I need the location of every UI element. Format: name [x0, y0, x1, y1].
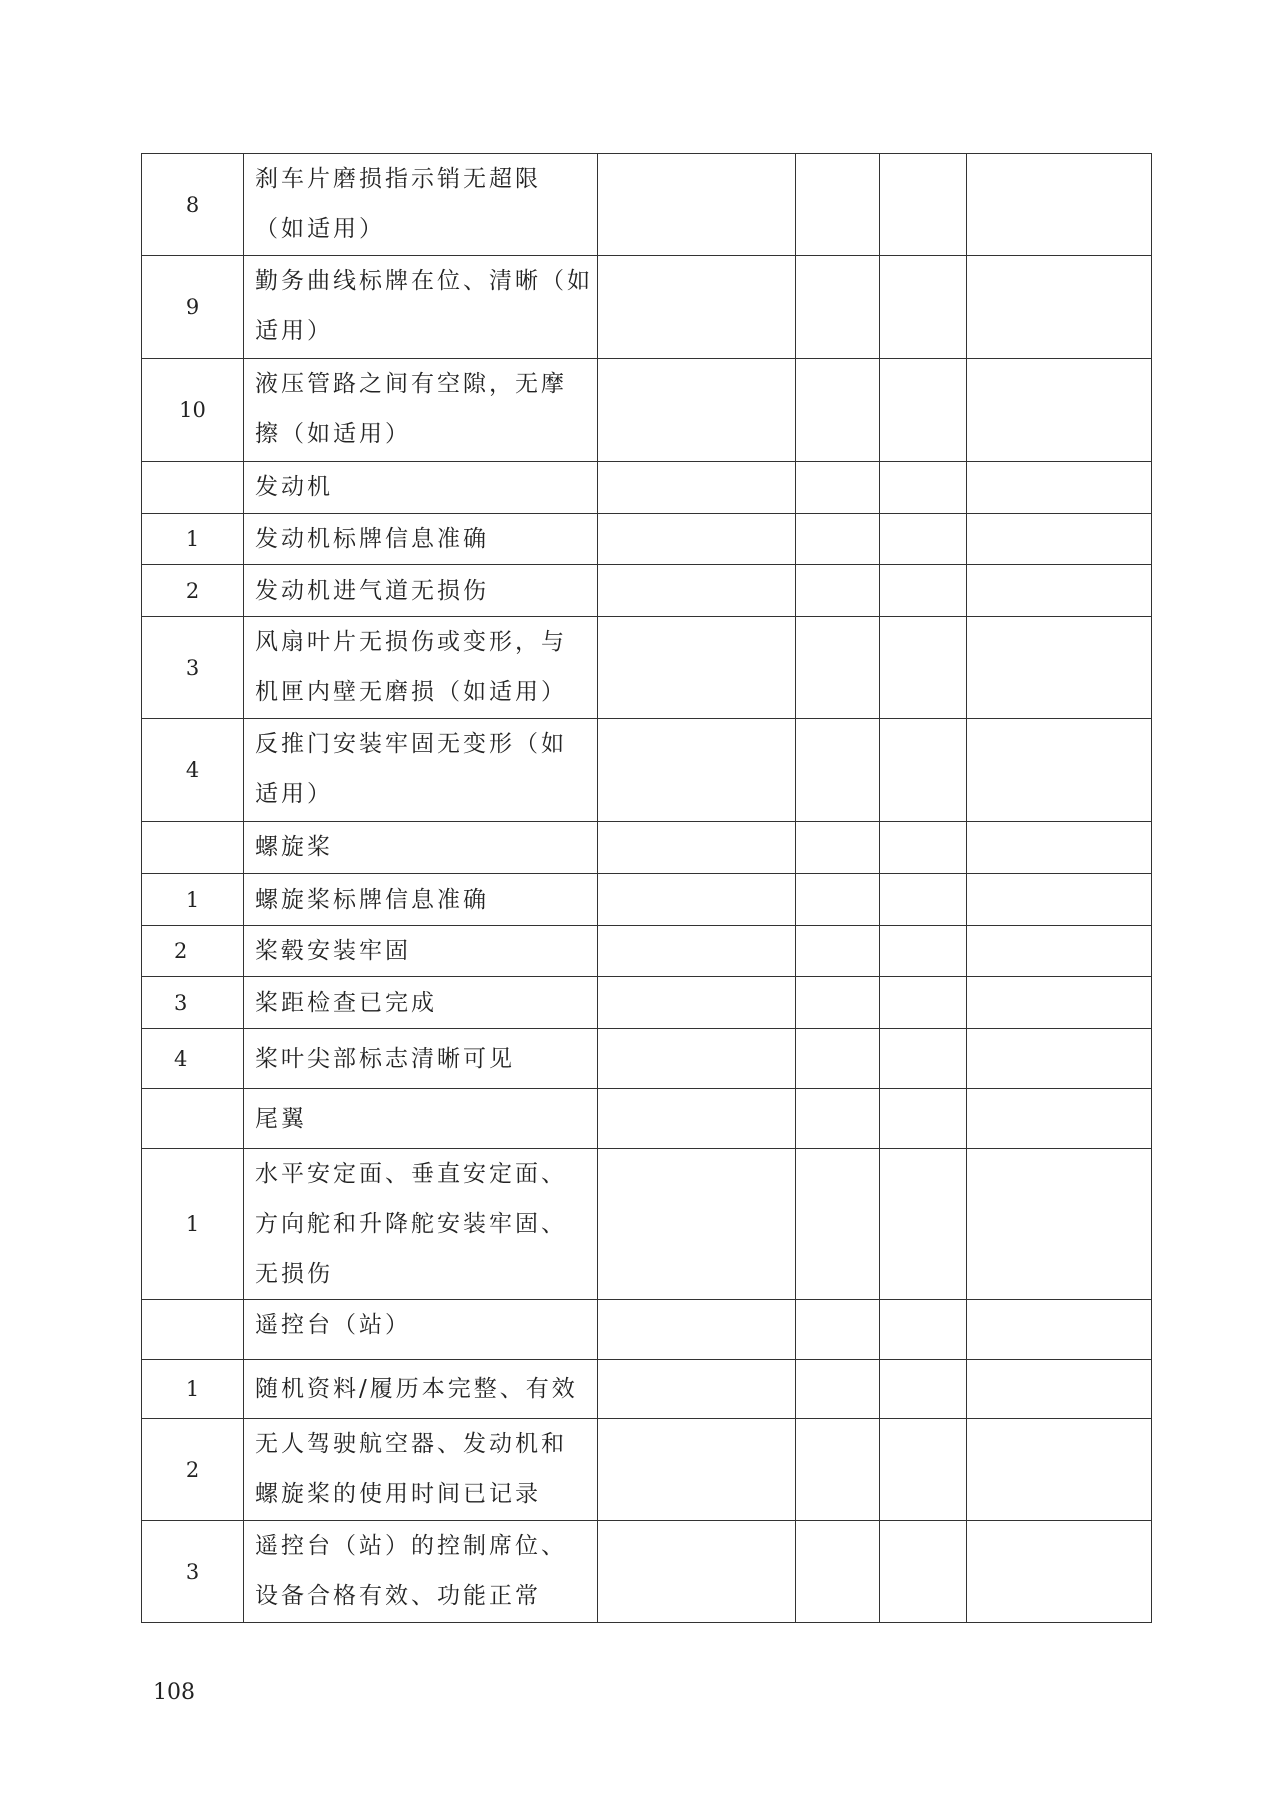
item-line: 随机资料/履历本完整、有效 [255, 1376, 578, 1402]
result-cell[interactable] [796, 1360, 880, 1419]
item-description [244, 926, 598, 977]
result-cell[interactable] [796, 1029, 880, 1089]
item-line: 发动机标牌信息准确 [255, 526, 489, 552]
item-number: 3 [142, 977, 244, 1029]
section-title [244, 1300, 598, 1360]
item-line: 风扇叶片无损伤或变形，与 [255, 629, 567, 655]
result-cell[interactable] [796, 154, 880, 256]
item-line: 无损伤 [255, 1261, 333, 1287]
item-number: 1 [142, 1360, 244, 1419]
result-cell[interactable] [880, 926, 967, 977]
section-title [244, 1089, 598, 1149]
result-cell[interactable] [598, 1521, 796, 1623]
item-line: 发动机进气道无损伤 [255, 577, 489, 604]
item-line: 遥控台（站）的控制席位、 [255, 1533, 567, 1559]
result-cell[interactable] [967, 1300, 1152, 1360]
item-number [142, 1089, 244, 1149]
item-description [244, 256, 598, 359]
section-title [244, 822, 598, 874]
result-cell[interactable] [796, 822, 880, 874]
result-cell[interactable] [796, 874, 880, 926]
item-number: 9 [142, 256, 244, 359]
result-cell[interactable] [880, 977, 967, 1029]
result-cell[interactable] [967, 719, 1152, 822]
result-cell[interactable] [796, 719, 880, 822]
result-cell[interactable] [598, 565, 796, 617]
result-cell[interactable] [598, 977, 796, 1029]
item-number: 2 [142, 926, 244, 977]
item-number: 1 [142, 1149, 244, 1300]
result-cell[interactable] [967, 977, 1152, 1029]
item-number: 1 [142, 874, 244, 926]
result-cell[interactable] [598, 256, 796, 359]
item-line: 擦（如适用） [255, 421, 411, 447]
table-row [142, 874, 1152, 926]
result-cell[interactable] [880, 359, 967, 462]
item-line: 尾翼 [255, 1105, 307, 1132]
item-number [142, 822, 244, 874]
item-line: 刹车片磨损指示销无超限 [255, 166, 541, 192]
item-description [244, 617, 598, 719]
item-description [244, 874, 598, 926]
result-cell[interactable] [598, 462, 796, 514]
item-line: 螺旋桨 [255, 834, 333, 860]
result-cell[interactable] [598, 719, 796, 822]
result-cell[interactable] [598, 1419, 796, 1521]
section-row [142, 1300, 1152, 1360]
table-row [142, 1029, 1152, 1089]
item-description [244, 1029, 598, 1089]
page-number: 108 [153, 1680, 195, 1705]
result-cell[interactable] [880, 514, 967, 565]
item-line: 适用） [255, 781, 333, 807]
table-row [142, 977, 1152, 1029]
result-cell[interactable] [967, 1521, 1152, 1623]
result-cell[interactable] [967, 1419, 1152, 1521]
item-number: 4 [142, 719, 244, 822]
table-row [142, 154, 1152, 256]
item-number: 2 [142, 565, 244, 617]
result-cell[interactable] [598, 359, 796, 462]
result-cell[interactable] [880, 462, 967, 514]
item-description [244, 514, 598, 565]
item-line: 水平安定面、垂直安定面、 [255, 1161, 567, 1187]
item-number: 10 [142, 359, 244, 462]
item-description [244, 1521, 598, 1623]
item-number: 3 [142, 1521, 244, 1623]
result-cell[interactable] [880, 256, 967, 359]
result-cell[interactable] [796, 926, 880, 977]
result-cell[interactable] [967, 617, 1152, 719]
item-number [142, 462, 244, 514]
result-cell[interactable] [967, 154, 1152, 256]
item-number: 2 [142, 1419, 244, 1521]
result-cell[interactable] [880, 1149, 967, 1300]
result-cell[interactable] [598, 1149, 796, 1300]
table-row [142, 926, 1152, 977]
item-line: 桨毂安装牢固 [255, 938, 411, 964]
result-cell[interactable] [967, 462, 1152, 514]
item-line: 遥控台（站） [255, 1312, 411, 1338]
item-line: 液压管路之间有空隙，无摩 [255, 371, 567, 397]
item-line: 无人驾驶航空器、发动机和 [255, 1431, 567, 1457]
result-cell[interactable] [598, 874, 796, 926]
result-cell[interactable] [880, 1089, 967, 1149]
section-row [142, 1089, 1152, 1149]
result-cell[interactable] [796, 359, 880, 462]
result-cell[interactable] [880, 565, 967, 617]
item-line: 桨叶尖部标志清晰可见 [255, 1045, 515, 1072]
result-cell[interactable] [796, 462, 880, 514]
result-cell[interactable] [796, 514, 880, 565]
result-cell[interactable] [880, 1521, 967, 1623]
table-row [142, 359, 1152, 462]
result-cell[interactable] [796, 617, 880, 719]
item-description [244, 1419, 598, 1521]
result-cell[interactable] [598, 154, 796, 256]
item-description [244, 977, 598, 1029]
table-row [142, 719, 1152, 822]
table-row [142, 1360, 1152, 1419]
section-row [142, 462, 1152, 514]
result-cell[interactable] [796, 1149, 880, 1300]
item-line: 勤务曲线标牌在位、清晰（如 [255, 268, 593, 294]
result-cell[interactable] [880, 874, 967, 926]
item-line: 螺旋桨标牌信息准确 [255, 886, 489, 913]
item-number: 3 [142, 617, 244, 719]
item-description [244, 1360, 598, 1419]
result-cell[interactable] [967, 514, 1152, 565]
result-cell[interactable] [880, 154, 967, 256]
result-cell[interactable] [796, 1089, 880, 1149]
table-row [142, 565, 1152, 617]
section-title [244, 462, 598, 514]
result-cell[interactable] [796, 977, 880, 1029]
result-cell[interactable] [598, 1029, 796, 1089]
result-cell[interactable] [598, 1360, 796, 1419]
result-cell[interactable] [796, 1419, 880, 1521]
item-line: 方向舵和升降舵安装牢固、 [255, 1211, 567, 1237]
result-cell[interactable] [967, 1029, 1152, 1089]
table-row [142, 1521, 1152, 1623]
result-cell[interactable] [880, 1029, 967, 1089]
inspection-checklist-table [141, 153, 1152, 1623]
result-cell[interactable] [967, 359, 1152, 462]
result-cell[interactable] [880, 1419, 967, 1521]
item-line: 适用） [255, 318, 333, 344]
item-description [244, 1149, 598, 1300]
result-cell[interactable] [967, 565, 1152, 617]
result-cell[interactable] [880, 719, 967, 822]
result-cell[interactable] [880, 1360, 967, 1419]
item-description [244, 565, 598, 617]
result-cell[interactable] [967, 926, 1152, 977]
item-number: 8 [142, 154, 244, 256]
result-cell[interactable] [796, 1300, 880, 1360]
result-cell[interactable] [598, 514, 796, 565]
item-line: 机匣内壁无磨损（如适用） [255, 679, 567, 705]
result-cell[interactable] [796, 565, 880, 617]
item-line: （如适用） [255, 216, 385, 242]
table-row [142, 514, 1152, 565]
item-description [244, 359, 598, 462]
result-cell[interactable] [880, 617, 967, 719]
result-cell[interactable] [880, 822, 967, 874]
item-number: 4 [142, 1029, 244, 1089]
item-line: 桨距检查已完成 [255, 989, 437, 1016]
item-line: 螺旋桨的使用时间已记录 [255, 1481, 541, 1507]
result-cell[interactable] [967, 1360, 1152, 1419]
result-cell[interactable] [880, 1300, 967, 1360]
result-cell[interactable] [598, 1089, 796, 1149]
item-number [142, 1300, 244, 1360]
item-description [244, 719, 598, 822]
item-line: 设备合格有效、功能正常 [255, 1583, 541, 1609]
table-row [142, 256, 1152, 359]
table-row [142, 1149, 1152, 1300]
table-row [142, 617, 1152, 719]
result-cell[interactable] [967, 1089, 1152, 1149]
result-cell[interactable] [967, 874, 1152, 926]
result-cell[interactable] [598, 1300, 796, 1360]
result-cell[interactable] [967, 256, 1152, 359]
table-row [142, 1419, 1152, 1521]
section-row [142, 822, 1152, 874]
item-number: 1 [142, 514, 244, 565]
result-cell[interactable] [598, 617, 796, 719]
result-cell[interactable] [967, 822, 1152, 874]
result-cell[interactable] [967, 1149, 1152, 1300]
result-cell[interactable] [598, 926, 796, 977]
result-cell[interactable] [796, 256, 880, 359]
result-cell[interactable] [598, 822, 796, 874]
item-line: 反推门安装牢固无变形（如 [255, 731, 567, 757]
item-description [244, 154, 598, 256]
result-cell[interactable] [796, 1521, 880, 1623]
item-line: 发动机 [255, 474, 333, 500]
